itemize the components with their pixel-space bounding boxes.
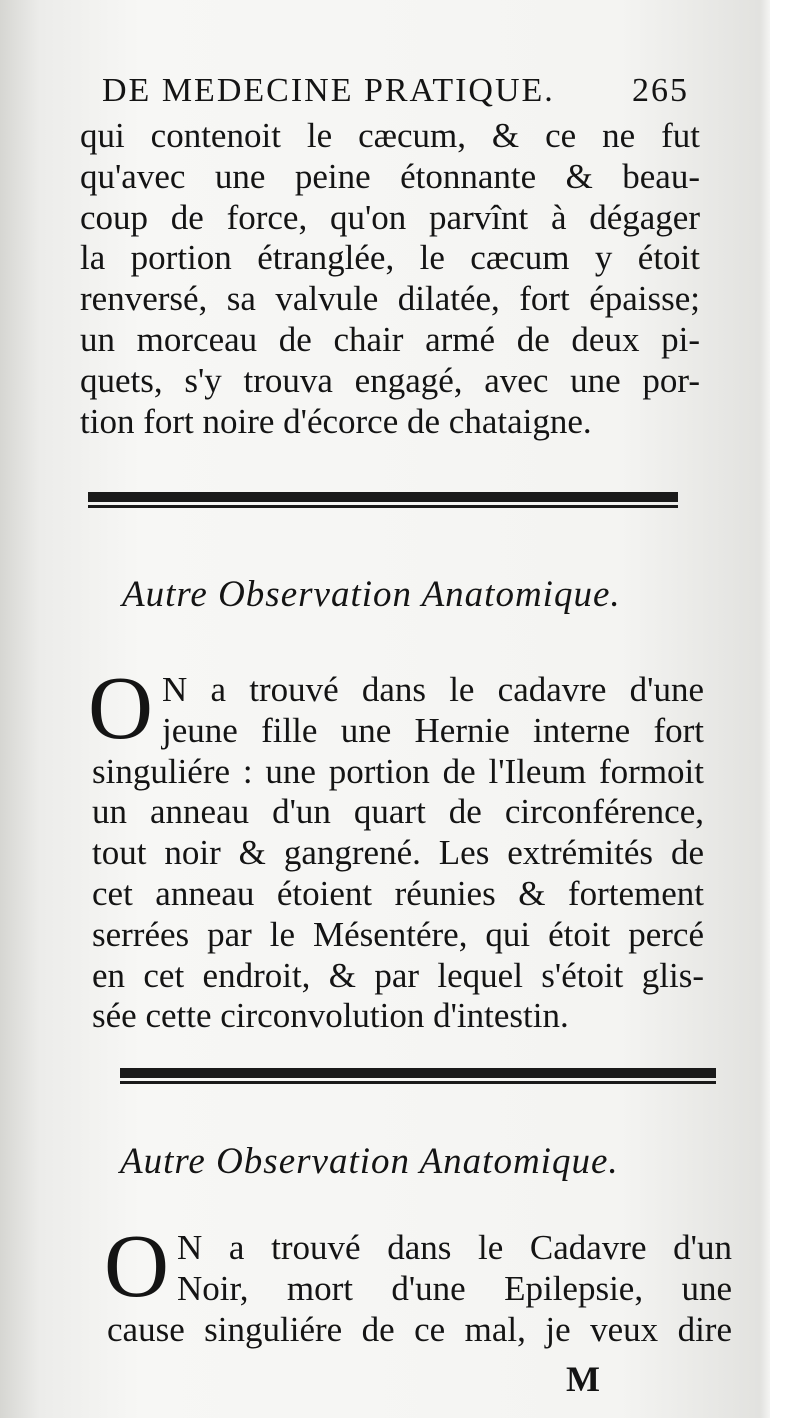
text-line: serrées par le Mésentére, qui étoit percé — [92, 914, 704, 954]
catchword: M — [566, 1359, 600, 1399]
text-line: un morceau de chair armé de deux pi- — [80, 319, 700, 359]
text-line: tout noir & gangrené. Les extrémités de — [92, 833, 704, 873]
observation-paragraph — [107, 1228, 732, 1350]
running-head — [102, 72, 702, 120]
text-line: jeune fille une Hernie interne fort — [162, 710, 704, 750]
text-line: la portion étranglée, le cæcum y étoit — [80, 238, 700, 278]
running-head-title: DE MEDECINE PRATIQUE. — [102, 72, 555, 109]
text-line: singuliére : une portion de l'Ileum formoit — [92, 751, 704, 791]
observation-paragraph — [92, 670, 704, 1037]
paragraph-continuation — [80, 116, 700, 442]
text-line: N a trouvé dans le Cadavre d'un — [177, 1228, 732, 1267]
text-line: qu'avec une peine étonnante & beau- — [80, 156, 700, 196]
section-divider — [88, 492, 678, 508]
drop-cap: O — [88, 659, 153, 758]
page-number: 265 — [632, 72, 689, 109]
page-edge — [770, 0, 800, 1418]
text-line: renversé, sa valvule dilatée, fort épaisse; — [80, 279, 700, 319]
text-line: cause singuliére de ce mal, je veux dire — [107, 1309, 732, 1349]
text-line: N a trouvé dans le cadavre d'une — [162, 670, 704, 709]
text-line: cet anneau étoient réunies & fortement — [92, 873, 704, 913]
text-line: en cet endroit, & par lequel s'étoit glis- — [92, 955, 704, 995]
text-line: sée cette circonvolution d'intestin. — [92, 996, 569, 1036]
section-divider — [120, 1068, 716, 1084]
text-line: Noir, mort d'une Epilepsie, une — [177, 1268, 732, 1308]
text-line: qui contenoit le cæcum, & ce ne fut — [80, 116, 700, 155]
section-heading: Autre Observation Anatomique. — [122, 574, 621, 615]
text-line: un anneau d'un quart de circonférence, — [92, 792, 704, 832]
text-line: tion fort noire d'écorce de chataigne. — [80, 401, 592, 441]
text-line: quets, s'y trouva engagé, avec une por- — [80, 360, 700, 400]
text-line: coup de force, qu'on parvînt à dégager — [80, 197, 700, 237]
section-heading: Autre Observation Anatomique. — [120, 1141, 619, 1182]
drop-cap: O — [104, 1217, 169, 1316]
